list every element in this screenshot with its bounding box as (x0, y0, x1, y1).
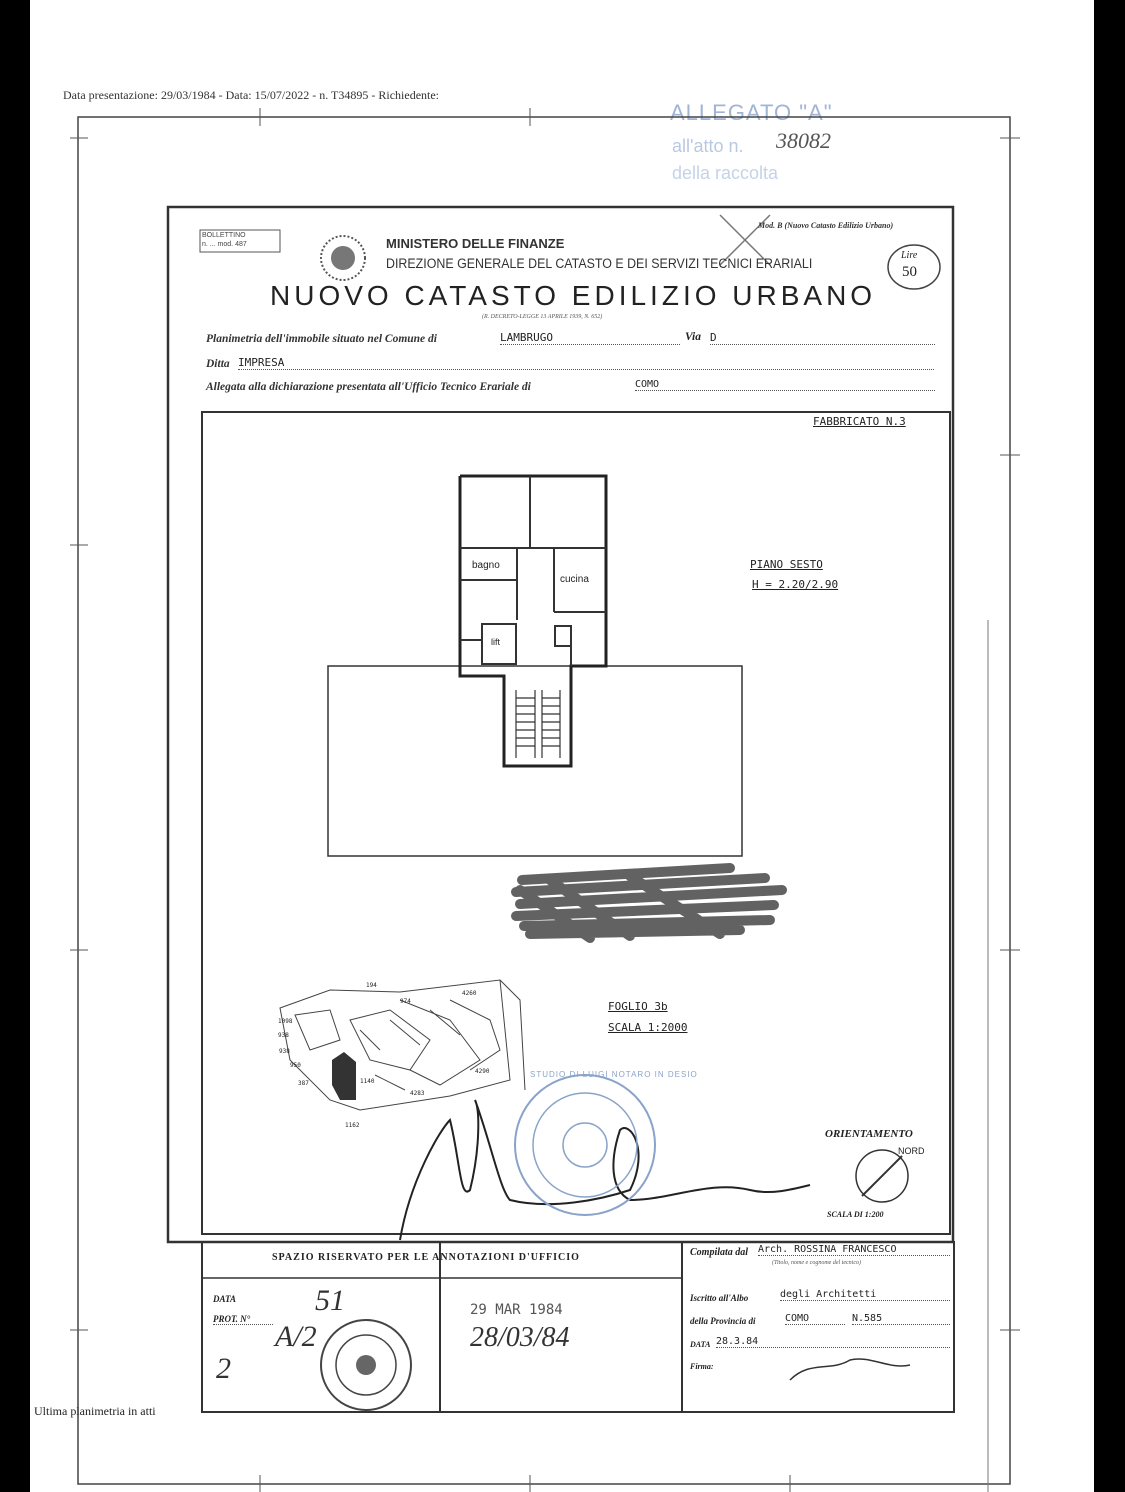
firma-label: Firma: (690, 1362, 714, 1371)
office-data-label: DATA (213, 1294, 237, 1304)
iscritto-value: degli Architetti (780, 1289, 950, 1301)
comune-value: LAMBRUGO (500, 331, 680, 345)
decree-label: (R. DECRETO-LEGGE 13 APRILE 1939, N. 652) (482, 314, 603, 320)
compilata-data-value: 28.3.84 (716, 1336, 950, 1348)
redaction-scribble (516, 868, 782, 938)
compilata-sub: (Titolo, nome e cognome del tecnico) (772, 1260, 861, 1266)
orientamento-label: ORIENTAMENTO (825, 1128, 913, 1140)
allegata-label: Allegata alla dichiarazione presentata all'Ufficio Tecnico Erariale di (206, 381, 531, 393)
room-lift: lift (491, 637, 500, 647)
ditta-label: Ditta (206, 358, 230, 370)
drawing-layer (30, 0, 1094, 1492)
room-cucina: cucina (560, 574, 589, 585)
map-number: 1140 (360, 1078, 375, 1085)
model-label: Mod. B (Nuovo Catasto Edilizio Urbano) (758, 221, 894, 230)
notary-stamp-text: STUDIO DI LUIGI NOTARO IN DESIO (530, 1070, 698, 1079)
map-number: 950 (290, 1062, 301, 1069)
via-value: D (710, 331, 935, 345)
planimetria-label: Planimetria dell'immobile situato nel Comune di (206, 333, 437, 345)
map-number: 938 (279, 1048, 290, 1055)
piano-label: PIANO SESTO (750, 558, 823, 571)
provincia-value: COMO (785, 1313, 845, 1325)
office-title: SPAZIO RISERVATO PER LE ANNOTAZIONI D'UFFICIO (272, 1252, 580, 1263)
office-prot-label: PROT. N° (213, 1314, 273, 1325)
provincia-label: della Provincia di (690, 1316, 756, 1326)
ufficio-value: COMO (635, 379, 935, 391)
via-label: Via (685, 331, 701, 343)
document-page (30, 0, 1094, 1492)
map-number: 938 (278, 1032, 289, 1039)
allegato-title: ALLEGATO "A" (670, 100, 833, 125)
ultima-planimetria-label: Ultima planimetria in atti (34, 1404, 156, 1418)
map-number: 1098 (278, 1018, 293, 1025)
hand-category: A/2 (275, 1320, 317, 1353)
room-bagno: bagno (472, 560, 500, 571)
map-number: 1162 (345, 1122, 360, 1129)
hand-side: 2 (216, 1352, 231, 1385)
scala-map-label: SCALA 1:2000 (608, 1021, 688, 1034)
compilata-data-label: DATA (690, 1340, 711, 1349)
map-number: 4283 (410, 1090, 425, 1097)
nord-label: NORD (898, 1146, 925, 1156)
presentation-line: Data presentazione: 29/03/1984 - Data: 15/07/2022 - n. T34895 - Richiedente: (63, 88, 440, 102)
provincia-numero: N.585 (852, 1313, 950, 1325)
allegato-atto-label: all'atto n. (672, 136, 744, 156)
lire-value: 50 (902, 264, 917, 280)
map-number: 974 (400, 998, 411, 1005)
foglio-label: FOGLIO 3b (608, 1000, 668, 1013)
altezza-label: H = 2.20/2.90 (752, 578, 839, 591)
map-number: 387 (298, 1080, 309, 1087)
compilata-value: Arch. ROSSINA FRANCESCO (758, 1244, 950, 1256)
compilata-label: Compilata dal (690, 1247, 749, 1258)
bollo-label: BOLLETTINO (202, 232, 246, 239)
bollo-sub: n. ... mod. 487 (202, 241, 247, 248)
stamp-date: 29 MAR 1984 (470, 1302, 563, 1318)
ditta-value: IMPRESA (238, 356, 934, 370)
map-number: 4260 (462, 990, 477, 997)
form-title: NUOVO CATASTO EDILIZIO URBANO (270, 280, 877, 311)
fabbricato-label: FABBRICATO N.3 (813, 415, 906, 428)
iscritto-label: Iscritto all'Albo (690, 1293, 749, 1303)
hand-number: 51 (315, 1284, 345, 1317)
scala-plan-label: SCALA DI 1:200 (827, 1210, 884, 1219)
hand-date: 28/03/84 (470, 1322, 570, 1353)
allegato-raccolta: della raccolta (672, 163, 779, 183)
map-number: 4290 (475, 1068, 490, 1075)
lire-label: Lire (901, 250, 918, 261)
map-number: 194 (366, 982, 377, 989)
ministry-label: MINISTERO DELLE FINANZE (386, 236, 565, 251)
direzione-label: DIREZIONE GENERALE DEL CATASTO E DEI SERVIZI TECNICI ERARIALI (386, 256, 813, 271)
signature-scribble (400, 1100, 810, 1240)
allegato-atto-number: 38082 (776, 128, 831, 153)
